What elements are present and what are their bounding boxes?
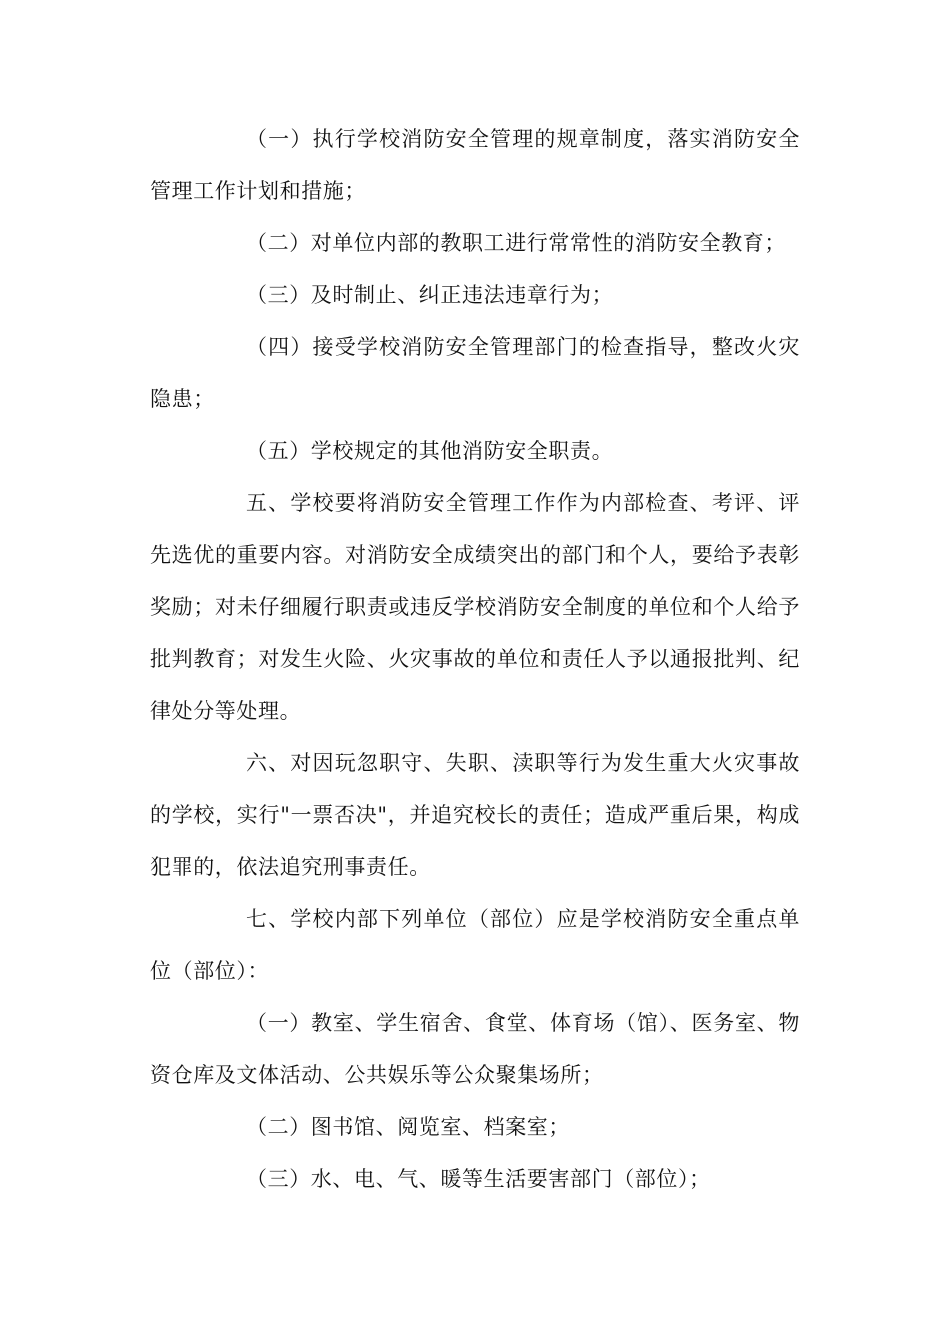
paragraph-key-site-2: （二）图书馆、阅览室、档案室； — [246, 1115, 570, 1139]
paragraph-duty-2: （二）对单位内部的教职工进行常常性的消防安全教育； — [246, 231, 786, 255]
paragraph-key-site-3: （三）水、电、气、暖等生活要害部门（部位）； — [246, 1167, 711, 1191]
paragraph-duty-3: （三）及时制止、纠正违法违章行为； — [246, 283, 614, 307]
paragraph-article-6: 六、对因玩忽职守、失职、渎职等行为发生重大火灾事故的学校，实行"一票否决"，并追究校长的责任；造成严重后果，构成犯罪的，依法追究刑事责任。 — [150, 751, 800, 879]
paragraph-duty-4: （四）接受学校消防安全管理部门的检查指导，整改火灾隐患； — [150, 335, 800, 411]
paragraph-article-5: 五、学校要将消防安全管理工作作为内部检查、考评、评先选优的重要内容。对消防安全成绩突出的部门和个人，要给予表彰奖励；对未仔细履行职责或违反学校消防安全制度的单位和个人给予批判教育；对发生火险、火灾事故的单位和责任人予以通报批判、纪律处分等处理。 — [150, 491, 800, 723]
paragraph-duty-5: （五）学校规定的其他消防安全职责。 — [246, 439, 614, 463]
paragraph-article-7: 七、学校内部下列单位（部位）应是学校消防安全重点单位（部位）： — [150, 907, 800, 983]
paragraph-key-site-1: （一）教室、学生宿舍、食堂、体育场（馆）、医务室、物资仓库及文体活动、公共娱乐等公众聚集场所； — [150, 1011, 800, 1087]
document-body — [150, 113, 800, 1205]
paragraph-duty-1: （一）执行学校消防安全管理的规章制度，落实消防安全管理工作计划和措施； — [150, 127, 800, 203]
